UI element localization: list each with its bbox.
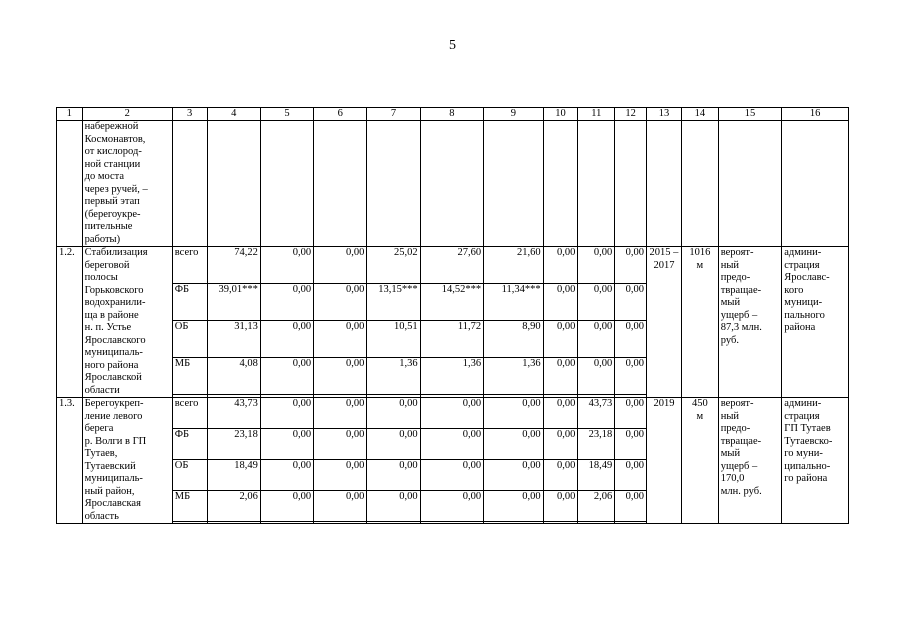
amount-cell: 74,22 (207, 247, 260, 284)
item-row (57, 398, 849, 429)
empty-cell (367, 521, 420, 523)
amount-cell: 0,00 (615, 398, 647, 429)
amount-cell: 43,73 (207, 398, 260, 429)
amount-cell: 0,00 (260, 358, 313, 395)
amount-cell: 13,15*** (367, 284, 420, 321)
amount-cell: 0,00 (615, 358, 647, 395)
effect-cell: вероят- ный предо- твращае- мый ущерб – 170,0 млн. руб. (718, 398, 782, 524)
years-cell: 2019 (647, 398, 682, 524)
page-number: 5 (449, 38, 456, 53)
amount-cell: 0,00 (260, 490, 313, 521)
amount-cell: 10,51 (367, 321, 420, 358)
column-number: 7 (367, 108, 420, 121)
empty-cell (420, 521, 484, 523)
amount-cell: 0,00 (314, 428, 367, 459)
empty-cell (207, 521, 260, 523)
column-number: 15 (718, 108, 782, 121)
amount-cell: 0,00 (420, 428, 484, 459)
amount-cell: 23,18 (578, 428, 615, 459)
column-number: 12 (615, 108, 647, 121)
amount-cell: 0,00 (260, 459, 313, 490)
amount-cell: 1,36 (420, 358, 484, 395)
volume-cell: 450 м (681, 398, 718, 524)
amount-cell: 0,00 (543, 247, 578, 284)
empty-cell (314, 521, 367, 523)
amount-cell: 0,00 (543, 321, 578, 358)
amount-cell: 0,00 (578, 247, 615, 284)
column-number: 6 (314, 108, 367, 121)
years-cell: 2015 – 2017 (647, 247, 682, 398)
column-number: 10 (543, 108, 578, 121)
measure-name: набережной Космонавтов, от кислород- ной станции до моста через ручей, – первый этап (берегоукре- пительные работы) (82, 121, 172, 247)
empty-cell (578, 521, 615, 523)
amount-cell: 0,00 (420, 459, 484, 490)
amount-cell: 43,73 (578, 398, 615, 429)
column-number: 1 (57, 108, 83, 121)
amount-cell: 0,00 (484, 490, 543, 521)
amount-cell: 2,06 (207, 490, 260, 521)
amount-cell: 14,52*** (420, 284, 484, 321)
volume-cell: 1016 м (681, 247, 718, 398)
empty-cell (615, 521, 647, 523)
amount-cell: 0,00 (314, 490, 367, 521)
column-number: 13 (647, 108, 682, 121)
amount-cell: 11,34*** (484, 284, 543, 321)
amount-cell: 0,00 (578, 284, 615, 321)
amount-cell: 0,00 (615, 284, 647, 321)
amount-cell: 18,49 (207, 459, 260, 490)
amount-cell: 18,49 (578, 459, 615, 490)
amount-cell: 31,13 (207, 321, 260, 358)
amount-cell: 0,00 (484, 398, 543, 429)
amount-cell: 0,00 (314, 358, 367, 395)
amount-cell: 0,00 (543, 358, 578, 395)
amount-cell: 0,00 (543, 490, 578, 521)
amount-cell: 1,36 (484, 358, 543, 395)
amount-cell: 0,00 (578, 358, 615, 395)
executor-cell: админи- страция ГП Тутаев Тутаевско- го муни- ципально- го района (782, 398, 849, 524)
amount-cell: 23,18 (207, 428, 260, 459)
amount-cell: 0,00 (543, 428, 578, 459)
empty-cell (543, 521, 578, 523)
amount-cell: 0,00 (543, 459, 578, 490)
amount-cell: 0,00 (260, 284, 313, 321)
amount-cell: 0,00 (314, 398, 367, 429)
column-number: 2 (82, 108, 172, 121)
column-number: 16 (782, 108, 849, 121)
amount-cell: 1,36 (367, 358, 420, 395)
column-number: 11 (578, 108, 615, 121)
amount-cell: 27,60 (420, 247, 484, 284)
amount-cell: 0,00 (543, 284, 578, 321)
column-number: 9 (484, 108, 543, 121)
funding-source: МБ (172, 490, 207, 521)
amount-cell: 0,00 (484, 428, 543, 459)
budget-table (56, 107, 849, 524)
amount-cell: 0,00 (314, 247, 367, 284)
measure-name: Стабилизация береговой полосы Горьковского водохранили- ща в районе н. п. Устье Ярославского муниципаль- ного района Ярославской области (82, 247, 172, 398)
amount-cell: 0,00 (367, 459, 420, 490)
amount-cell: 2,06 (578, 490, 615, 521)
amount-cell: 0,00 (615, 459, 647, 490)
amount-cell: 0,00 (260, 428, 313, 459)
item-row (57, 247, 849, 284)
amount-cell: 8,90 (484, 321, 543, 358)
amount-cell: 0,00 (615, 247, 647, 284)
amount-cell: 0,00 (615, 490, 647, 521)
amount-cell: 39,01*** (207, 284, 260, 321)
funding-source: всего (172, 247, 207, 284)
empty-cell (260, 521, 313, 523)
funding-source: ФБ (172, 284, 207, 321)
amount-cell: 0,00 (367, 490, 420, 521)
amount-cell: 0,00 (615, 428, 647, 459)
amount-cell: 0,00 (314, 284, 367, 321)
empty-cell (172, 521, 207, 523)
column-number: 8 (420, 108, 484, 121)
funding-source: МБ (172, 358, 207, 395)
column-number: 14 (681, 108, 718, 121)
amount-cell: 0,00 (314, 459, 367, 490)
amount-cell: 0,00 (543, 398, 578, 429)
funding-source: ОБ (172, 321, 207, 358)
amount-cell: 0,00 (314, 321, 367, 358)
amount-cell: 0,00 (484, 459, 543, 490)
amount-cell: 0,00 (615, 321, 647, 358)
column-number: 5 (260, 108, 313, 121)
effect-cell: вероят- ный предо- твращае- мый ущерб – 87,3 млн. руб. (718, 247, 782, 398)
measure-name: Берегоукреп- ление левого берега р. Волги в ГП Тутаев, Тутаевский муниципаль- ный район, Ярославская область (82, 398, 172, 524)
amount-cell: 25,02 (367, 247, 420, 284)
amount-cell: 0,00 (420, 490, 484, 521)
column-number: 4 (207, 108, 260, 121)
item-number: 1.3. (57, 398, 83, 524)
column-number-row (57, 108, 849, 121)
item-number: 1.2. (57, 247, 83, 398)
continuation-row (57, 121, 849, 247)
column-number: 3 (172, 108, 207, 121)
amount-cell: 21,60 (484, 247, 543, 284)
funding-source: всего (172, 398, 207, 429)
amount-cell: 11,72 (420, 321, 484, 358)
empty-cell (484, 521, 543, 523)
executor-cell: админи- страция Ярославс- кого муници- пального района (782, 247, 849, 398)
funding-source: ФБ (172, 428, 207, 459)
amount-cell: 0,00 (260, 247, 313, 284)
amount-cell: 0,00 (260, 321, 313, 358)
amount-cell: 0,00 (367, 398, 420, 429)
amount-cell: 0,00 (260, 398, 313, 429)
amount-cell: 4,08 (207, 358, 260, 395)
amount-cell: 0,00 (367, 428, 420, 459)
funding-source: ОБ (172, 459, 207, 490)
amount-cell: 0,00 (420, 398, 484, 429)
amount-cell: 0,00 (578, 321, 615, 358)
